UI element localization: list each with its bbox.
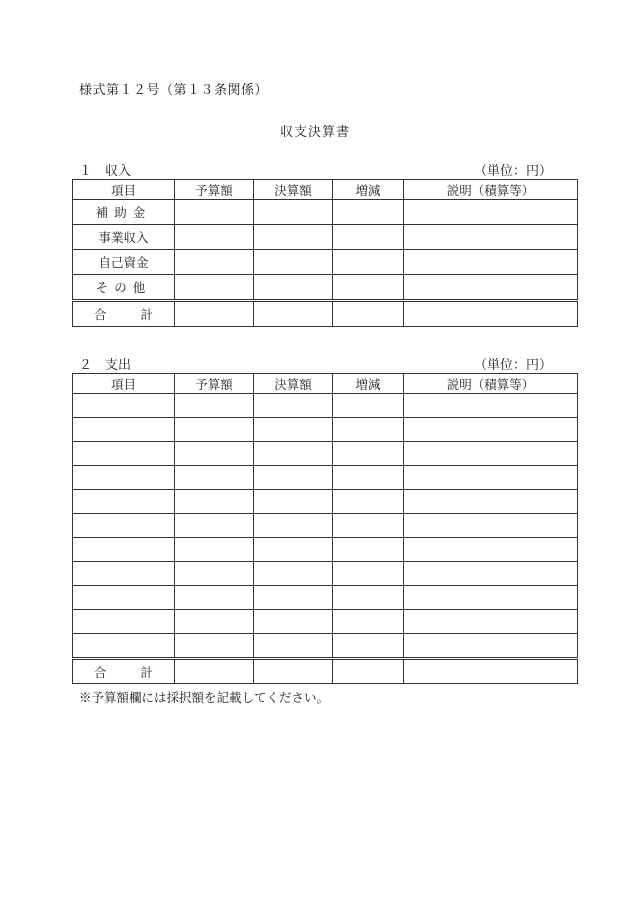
budget-cell[interactable] bbox=[175, 200, 254, 225]
budget-cell[interactable] bbox=[175, 586, 254, 610]
budget-cell[interactable] bbox=[175, 442, 254, 466]
settlement-cell[interactable] bbox=[254, 586, 333, 610]
expense-row bbox=[73, 538, 578, 562]
explanation-cell[interactable] bbox=[404, 538, 578, 562]
expense-row bbox=[73, 586, 578, 610]
expense-total-label bbox=[73, 659, 175, 684]
income-total-label bbox=[73, 301, 175, 327]
expense-row bbox=[73, 634, 578, 659]
explanation-cell[interactable] bbox=[404, 275, 578, 301]
budget-cell[interactable] bbox=[175, 225, 254, 250]
income-table bbox=[72, 179, 578, 327]
difference-cell[interactable] bbox=[333, 250, 404, 275]
difference-cell[interactable] bbox=[333, 562, 404, 586]
settlement-cell[interactable] bbox=[254, 200, 333, 225]
expense-row bbox=[73, 610, 578, 634]
item-cell[interactable] bbox=[73, 490, 175, 514]
column-header-item: 項目 bbox=[73, 180, 175, 200]
settlement-cell[interactable] bbox=[254, 225, 333, 250]
explanation-cell[interactable] bbox=[404, 586, 578, 610]
explanation-cell[interactable] bbox=[404, 225, 578, 250]
item-cell[interactable] bbox=[73, 418, 175, 442]
expense-row bbox=[73, 490, 578, 514]
expense-section-header bbox=[79, 354, 552, 372]
income-item-label: その他 bbox=[73, 275, 175, 301]
budget-total-cell[interactable] bbox=[175, 659, 254, 684]
item-cell[interactable] bbox=[73, 466, 175, 490]
column-header-explanation: 説明（積算等） bbox=[404, 180, 578, 200]
settlement-cell[interactable] bbox=[254, 514, 333, 538]
difference-cell[interactable] bbox=[333, 538, 404, 562]
expense-total-row bbox=[73, 659, 578, 684]
explanation-cell[interactable] bbox=[404, 466, 578, 490]
income-unit-label: （単位：円） bbox=[473, 164, 552, 179]
budget-cell[interactable] bbox=[175, 610, 254, 634]
explanation-cell[interactable] bbox=[404, 634, 578, 659]
income-row-other bbox=[73, 275, 578, 301]
settlement-total-cell[interactable] bbox=[254, 659, 333, 684]
income-total-row bbox=[73, 301, 578, 327]
difference-cell[interactable] bbox=[333, 418, 404, 442]
column-header-difference: 増減 bbox=[333, 180, 404, 200]
budget-cell[interactable] bbox=[175, 394, 254, 418]
settlement-cell[interactable] bbox=[254, 562, 333, 586]
explanation-cell[interactable] bbox=[404, 250, 578, 275]
form-number: 様式第１２号（第１３条関係） bbox=[79, 83, 269, 98]
expense-row bbox=[73, 442, 578, 466]
budget-cell[interactable] bbox=[175, 418, 254, 442]
difference-cell[interactable] bbox=[333, 514, 404, 538]
income-item-label: 事業収入 bbox=[73, 225, 175, 250]
settlement-cell[interactable] bbox=[254, 490, 333, 514]
document-title: 収支決算書 bbox=[279, 125, 350, 140]
total-char: 合 bbox=[93, 664, 107, 680]
expense-table bbox=[72, 373, 578, 684]
settlement-cell[interactable] bbox=[254, 275, 333, 301]
explanation-cell[interactable] bbox=[404, 200, 578, 225]
settlement-cell[interactable] bbox=[254, 466, 333, 490]
item-cell[interactable] bbox=[73, 394, 175, 418]
expense-row bbox=[73, 466, 578, 490]
expense-row bbox=[73, 418, 578, 442]
column-header-settlement: 決算額 bbox=[254, 180, 333, 200]
income-header-row bbox=[73, 180, 578, 200]
income-row-subsidy bbox=[73, 200, 578, 225]
settlement-cell[interactable] bbox=[254, 610, 333, 634]
settlement-cell[interactable] bbox=[254, 538, 333, 562]
difference-cell[interactable] bbox=[333, 466, 404, 490]
expense-row bbox=[73, 514, 578, 538]
income-item-label: 自己資金 bbox=[73, 250, 175, 275]
item-cell[interactable] bbox=[73, 586, 175, 610]
expense-header-row bbox=[73, 374, 578, 394]
budget-cell[interactable] bbox=[175, 514, 254, 538]
total-char: 計 bbox=[140, 664, 154, 680]
budget-cell[interactable] bbox=[175, 538, 254, 562]
difference-cell[interactable] bbox=[333, 394, 404, 418]
explanation-total-cell[interactable] bbox=[404, 659, 578, 684]
column-header-budget: 予算額 bbox=[175, 374, 254, 394]
budget-cell[interactable] bbox=[175, 634, 254, 659]
column-header-difference: 増減 bbox=[333, 374, 404, 394]
expense-row bbox=[73, 562, 578, 586]
settlement-cell[interactable] bbox=[254, 634, 333, 659]
settlement-cell[interactable] bbox=[254, 394, 333, 418]
column-header-item: 項目 bbox=[73, 374, 175, 394]
column-header-budget: 予算額 bbox=[175, 180, 254, 200]
difference-cell[interactable] bbox=[333, 200, 404, 225]
income-row-business bbox=[73, 225, 578, 250]
item-cell[interactable] bbox=[73, 562, 175, 586]
footnote: ※予算額欄には採択額を記載してください。 bbox=[79, 690, 330, 705]
budget-total-cell[interactable] bbox=[175, 301, 254, 327]
income-section-label: １ 収入 bbox=[79, 164, 132, 179]
budget-cell[interactable] bbox=[175, 275, 254, 301]
explanation-cell[interactable] bbox=[404, 562, 578, 586]
explanation-cell[interactable] bbox=[404, 514, 578, 538]
difference-cell[interactable] bbox=[333, 225, 404, 250]
item-cell[interactable] bbox=[73, 442, 175, 466]
income-section-header bbox=[79, 160, 552, 178]
explanation-cell[interactable] bbox=[404, 610, 578, 634]
settlement-cell[interactable] bbox=[254, 442, 333, 466]
difference-cell[interactable] bbox=[333, 634, 404, 659]
explanation-cell[interactable] bbox=[404, 490, 578, 514]
difference-cell[interactable] bbox=[333, 490, 404, 514]
column-header-explanation: 説明（積算等） bbox=[404, 374, 578, 394]
settlement-cell[interactable] bbox=[254, 418, 333, 442]
difference-total-cell[interactable] bbox=[333, 301, 404, 327]
income-item-label: 補助金 bbox=[73, 200, 175, 225]
difference-cell[interactable] bbox=[333, 586, 404, 610]
budget-cell[interactable] bbox=[175, 562, 254, 586]
explanation-cell[interactable] bbox=[404, 394, 578, 418]
item-cell[interactable] bbox=[73, 514, 175, 538]
total-char: 合 bbox=[93, 307, 107, 322]
difference-total-cell[interactable] bbox=[333, 659, 404, 684]
explanation-cell[interactable] bbox=[404, 442, 578, 466]
budget-cell[interactable] bbox=[175, 490, 254, 514]
budget-cell[interactable] bbox=[175, 250, 254, 275]
budget-cell[interactable] bbox=[175, 466, 254, 490]
expense-section-label: ２ 支出 bbox=[79, 358, 132, 373]
explanation-total-cell[interactable] bbox=[404, 301, 578, 327]
difference-cell[interactable] bbox=[333, 610, 404, 634]
item-cell[interactable] bbox=[73, 610, 175, 634]
item-cell[interactable] bbox=[73, 634, 175, 659]
settlement-cell[interactable] bbox=[254, 250, 333, 275]
item-cell[interactable] bbox=[73, 538, 175, 562]
explanation-cell[interactable] bbox=[404, 418, 578, 442]
column-header-settlement: 決算額 bbox=[254, 374, 333, 394]
settlement-total-cell[interactable] bbox=[254, 301, 333, 327]
difference-cell[interactable] bbox=[333, 442, 404, 466]
income-row-own-funds bbox=[73, 250, 578, 275]
difference-cell[interactable] bbox=[333, 275, 404, 301]
total-char: 計 bbox=[140, 307, 154, 322]
expense-unit-label: （単位：円） bbox=[473, 358, 552, 373]
expense-row bbox=[73, 394, 578, 418]
